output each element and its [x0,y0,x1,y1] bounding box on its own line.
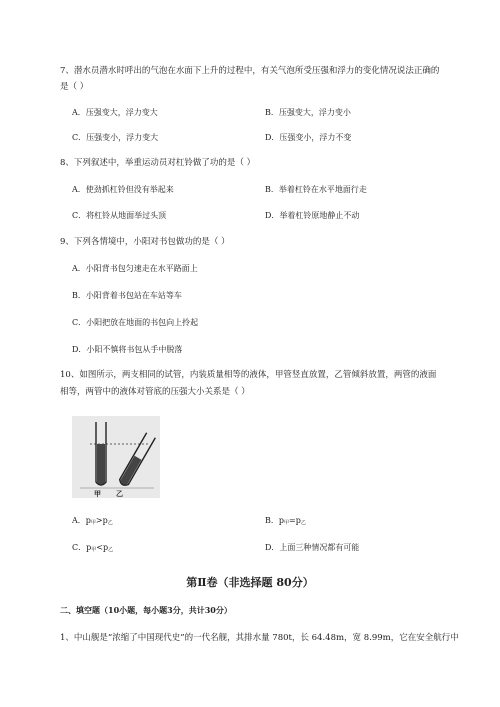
q7-option-d: D．压强变小，浮力不变 [265,133,352,142]
q10-b-sub2: 乙 [300,520,306,526]
q10-a-prefix: A．p [72,516,91,525]
q9-option-c: C．小阳把放在地面的书包向上拎起 [72,318,199,327]
q10-option-c [72,543,113,555]
q10-b-prefix: B．p [265,516,284,525]
q7-line2: 是（ ） [60,82,89,92]
q9-line1: 9、下列各情境中，小阳对书包做功的是（ ） [60,237,230,247]
q9-option-d: D．小阳不慎将书包从手中脱落 [72,345,183,354]
section-2-q1-line1: 1、中山舰是“浓缩了中国现代史”的一代名舰，其排水量 780t，长 64.48m，宽 8.99m，它在安全航行中 [60,633,459,643]
q10-c-prefix: C．p [72,543,92,552]
q10-b-sub1: 甲 [284,520,290,526]
q8-option-d: D．举着杠铃原地静止不动 [265,211,360,220]
q10-c-sub2: 乙 [108,547,114,553]
q8-option-a: A．使劲抓杠铃但没有举起来 [72,185,174,194]
label-yi: 乙 [116,490,123,498]
label-jia: 甲 [94,490,101,498]
section-2-title: 第Ⅱ卷（非选择题 80分） [186,576,314,589]
q10-option-b [265,516,306,528]
q10-c-op: <p [96,543,109,552]
liquid-jia [97,444,105,485]
q7-option-a: A．压强变大，浮力变大 [72,108,158,117]
tube-yi-group [118,433,155,487]
q9-option-b: B．小阳背着书包站在车站等车 [72,291,182,300]
q7-line1: 7、潜水员潜水时呼出的气泡在水面下上升的过程中，有关气泡所受压强和浮力的变化情况说法正确的 [60,66,440,76]
q10-line1: 10、如图所示，两支相同的试管，内装质量相等的液体，甲管竖直放置，乙管倾斜放置，两管的液面 [60,370,437,380]
q10-b-op: =p [289,516,301,525]
q10-c-sub1: 甲 [91,547,97,553]
q10-a-sub1: 甲 [90,520,96,526]
q8-option-b: B．举着杠铃在水平地面行走 [265,185,367,194]
q10-a-sub2: 乙 [107,520,113,526]
test-tubes-diagram [72,416,160,498]
q7-option-b: B．压强变大，浮力变小 [265,108,351,117]
q10-a-op: >p [95,516,108,525]
q8-line1: 8、下列叙述中，举重运动员对杠铃做了功的是（ ） [60,158,256,168]
q9-option-a: A．小阳背书包匀速走在水平路面上 [72,264,198,273]
q8-option-c: C．将杠铃从地面举过头顶 [72,211,167,220]
q10-line2: 相等，两管中的液体对管底的压强大小关系是（ ） [60,387,250,397]
q7-option-c: C．压强变小，浮力变大 [72,133,159,142]
q10-option-a [72,516,113,528]
section-2-heading: 二、填空题（10小题，每小题3分，共计30分） [60,605,232,615]
q10-option-d: D．上面三种情况都有可能 [265,543,360,552]
test-tube-figure [72,416,160,498]
